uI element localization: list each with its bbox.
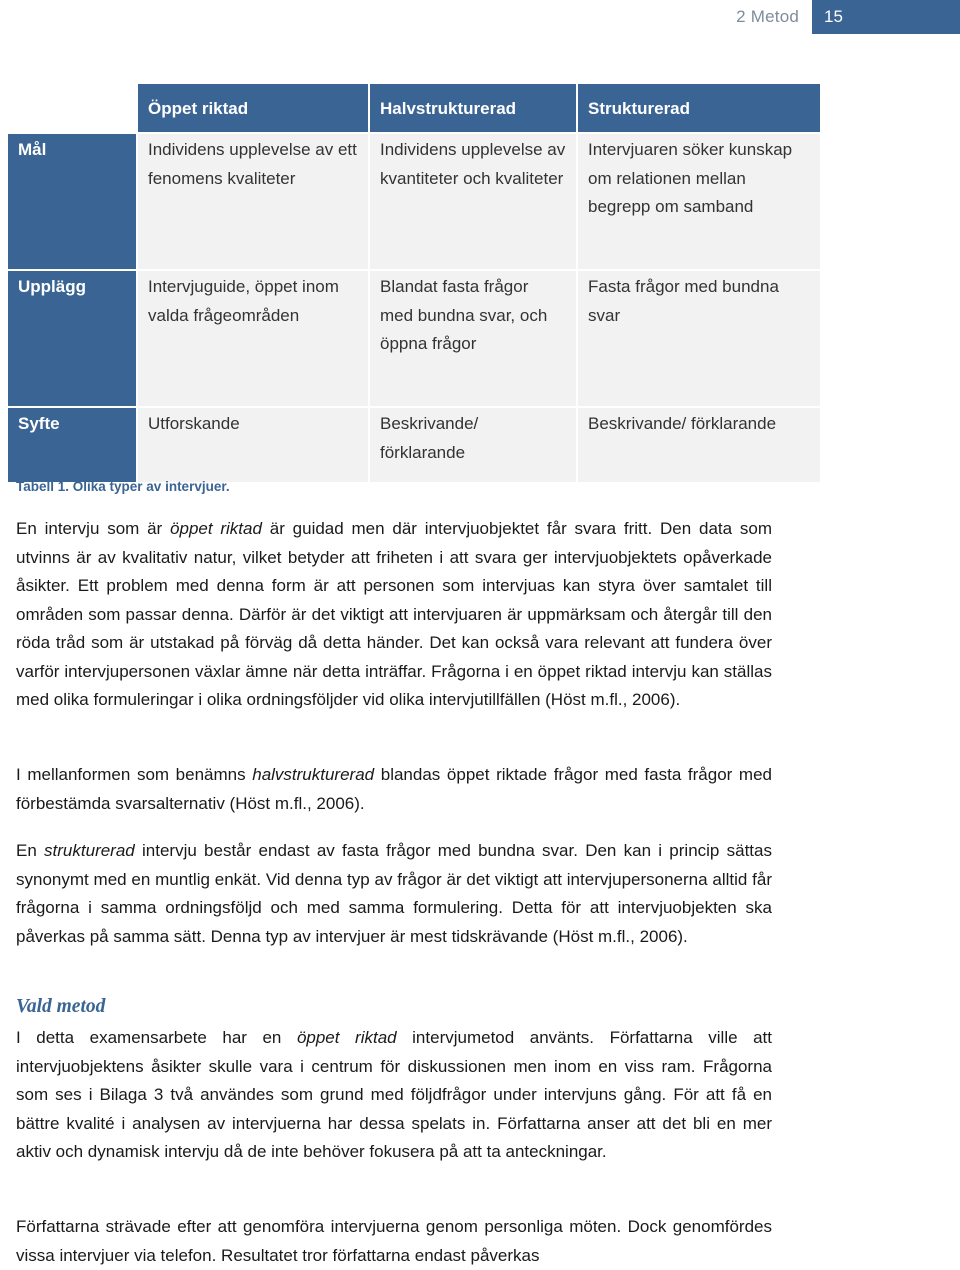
paragraph-chosen-method: I detta examensarbete har en öppet riktad intervjumetod använts. Författarna ville att intervjuobjektens åsikter skulle vara i centrum för diskussionen men inom en viss ram. Frågorna som ses i Bilaga 3 två användes som grund med följdfrågor under intervjuns gång. För att få en bättre kvalité i analysen av intervjuerna har dessa spelats in. Författarna anser att det bli en mer aktiv och dynamisk intervju då de inte behöver fokusera på att ta anteckningar. — [16, 1028, 773, 1161]
table-cell: Beskrivande/ förklarande — [370, 406, 576, 482]
page-number: 15 — [812, 0, 960, 34]
table-cell: Beskrivande/ förklarande — [578, 406, 820, 482]
table-row — [8, 269, 820, 406]
paragraph-structured: En strukturerad intervju består endast av fasta frågor med bundna svar. Den kan i princip sättas synonymt med en muntlig enkät. Vid denna typ av frågor är det viktigt att intervjupersonerna alltid får frågorna i samma ordningsföljd och med samma formulering. Detta för att intervjuobjekten ska påverkas på samma sätt. Denna typ av intervjuer är mest tidskrävande (Höst m.fl., 2006). — [16, 841, 772, 946]
chapter-label: 2 Metod — [736, 7, 799, 26]
paragraph-semi-structured: I mellanformen som benämns halvstrukturerad blandas öppet riktade frågor med fasta frågor med förbestämda svarsalternativ (Höst m.fl., 2006). — [16, 765, 772, 813]
table-cell: Utforskande — [138, 406, 368, 482]
page-header — [736, 0, 960, 34]
table-cell: Individens upplevelse av ett fenomens kvaliteter — [138, 132, 368, 269]
table-cell: Intervjuaren söker kunskap om relationen mellan begrepp om samband — [578, 132, 820, 269]
table-cell: Blandat fasta frågor med bundna svar, och öppna frågor — [370, 269, 576, 406]
table-cell: Individens upplevelse av kvantiteter och kvaliteter — [370, 132, 576, 269]
column-header: Strukturerad — [578, 84, 820, 132]
table-corner-cell — [8, 84, 136, 132]
table-row — [8, 132, 820, 269]
column-header: Halvstrukturerad — [370, 84, 576, 132]
table-caption: Tabell 1. Olika typer av intervjuer. — [16, 479, 230, 494]
interview-types-table — [6, 84, 822, 482]
table-header-row — [8, 84, 820, 132]
table-cell: Fasta frågor med bundna svar — [578, 269, 820, 406]
section-heading: Vald metod — [16, 996, 106, 1017]
row-header: Syfte — [8, 406, 136, 482]
table-row — [8, 406, 820, 482]
paragraph-interview-mode: Författarna strävade efter att genomföra intervjuerna genom personliga möten. Dock genomfördes vissa intervjuer via telefon. Resultatet tror författarna endast påverkas — [16, 1217, 772, 1265]
table-cell: Intervjuguide, öppet inom valda frågeområden — [138, 269, 368, 406]
paragraph-open-interview: En intervju som är öppet riktad är guidad men där intervjuobjektet får svara fritt. Den data som utvinns är av kvalitativ natur, vilket betyder att friheten i att svara ger intervjuobjektets opåverkade åsikter. Ett problem med denna form är att personen som intervjuas kan styra över samtalet till områden som passar denna. Därför är det viktigt att intervjuaren är uppmärksam och återgår till den röda tråd som är utstakad på förväg då detta händer. Det kan också vara relevant att fundera över varför intervjupersonen växlar ämne när detta inträffar. Frågorna i en öppet riktad intervju kan ställas med olika formuleringar i olika ordningsföljder vid olika intervjutillfällen (Höst m.fl., 2006). — [16, 519, 773, 709]
row-header: Mål — [8, 132, 136, 269]
column-header: Öppet riktad — [138, 84, 368, 132]
row-header: Upplägg — [8, 269, 136, 406]
